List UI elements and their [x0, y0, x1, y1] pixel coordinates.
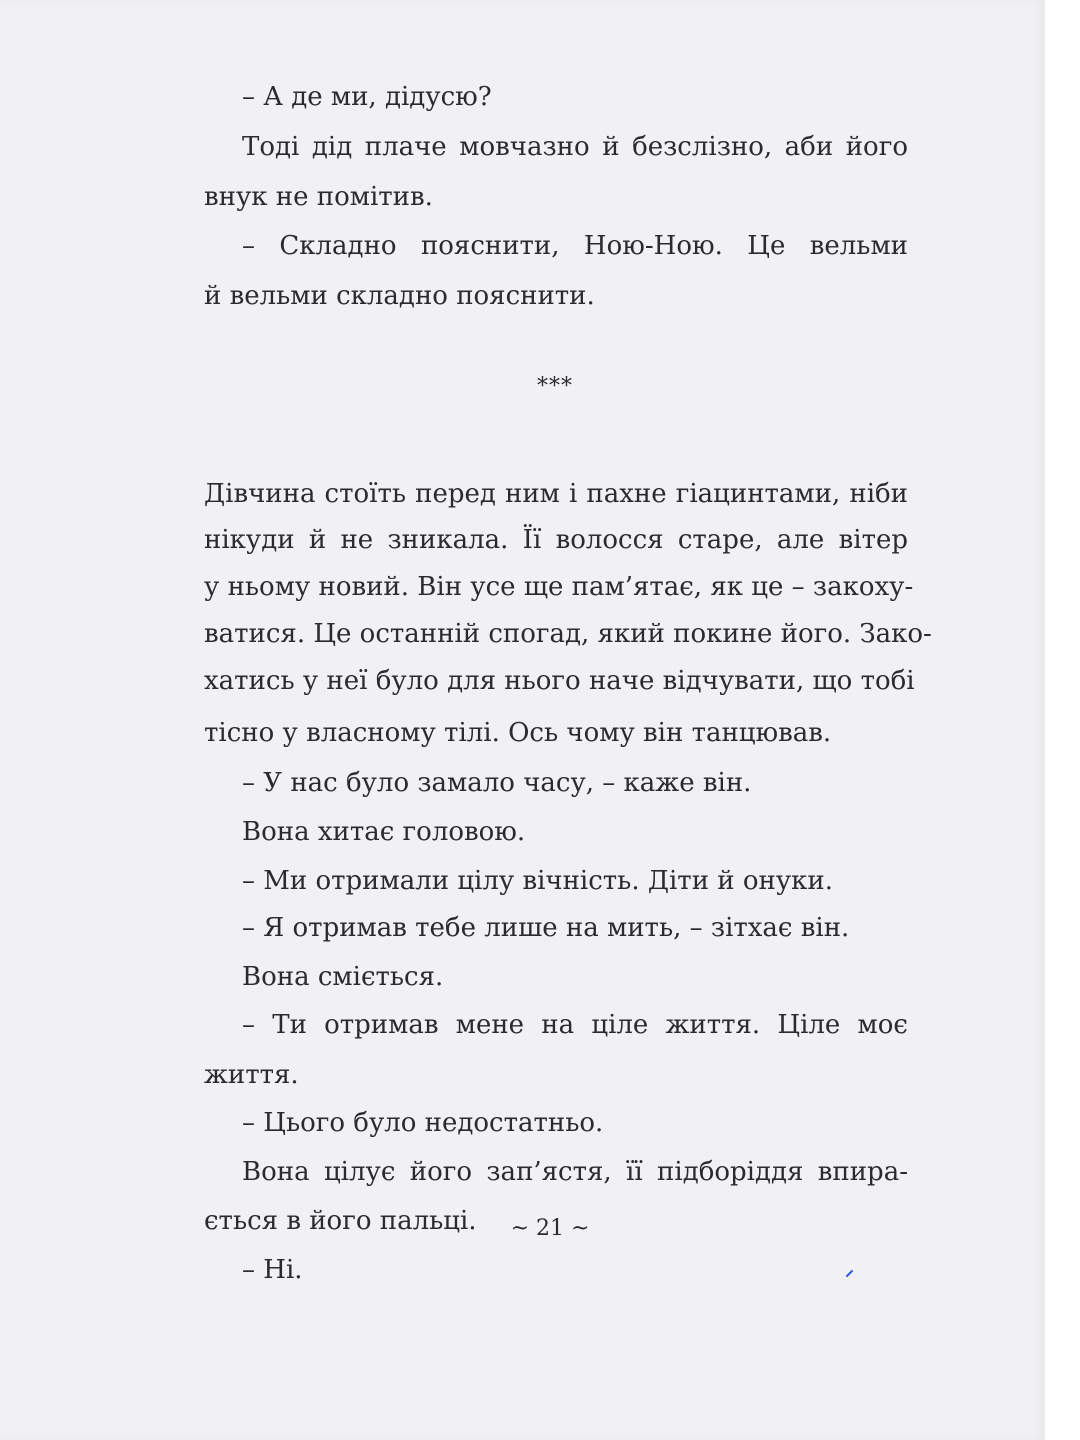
text-line: Вона хитає головою.	[242, 817, 526, 847]
text-line: Дівчина стоїть перед ним і пахне гіацинтами, ніби	[204, 479, 908, 509]
text-line: – Ми отримали цілу вічність. Діти й онуки.	[242, 866, 834, 896]
text-line: – Я отримав тебе лише на мить, – зітхає він.	[242, 913, 850, 943]
pen-mark	[845, 1268, 855, 1278]
text-line: – Ти отримав мене на ціле життя. Ціле моє	[242, 1010, 908, 1040]
text-line: – Ні.	[242, 1255, 303, 1285]
text-line: Вона сміється.	[242, 962, 444, 992]
text-line: ється в його пальці.	[204, 1206, 477, 1236]
text-line: Вона цілує його зап’ястя, її підборіддя впира-	[242, 1157, 908, 1187]
text-line: внук не помітив.	[204, 182, 433, 212]
text-line: Тоді дід плаче мовчазно й безслізно, аби його	[242, 132, 908, 162]
text-line: нікуди й не зникала. Її волосся старе, але вітер	[204, 525, 908, 555]
text-line: й вельми складно пояснити.	[204, 281, 595, 311]
text-line: – У нас було замало часу, – каже він.	[242, 768, 752, 798]
text-line: тісно у власному тілі. Ось чому він танцював.	[204, 718, 832, 748]
scan-margin	[1045, 0, 1080, 1440]
text-line: хатись у неї було для нього наче відчувати, що тобі	[204, 666, 915, 696]
text-line: ватися. Це останній спогад, який покине його. Зако-	[204, 619, 932, 649]
text-line: – Цього було недостатньо.	[242, 1108, 604, 1138]
section-separator: ***	[537, 374, 573, 399]
page-number: ~ 21 ~	[510, 1216, 590, 1241]
text-line: – Складно пояснити, Ною-Ною. Це вельми	[242, 231, 908, 261]
text-line: – А де ми, дідусю?	[242, 82, 492, 112]
text-line: у ньому новий. Він усе ще пам’ятає, як це – закоху-	[204, 572, 914, 602]
text-line: життя.	[204, 1060, 299, 1090]
